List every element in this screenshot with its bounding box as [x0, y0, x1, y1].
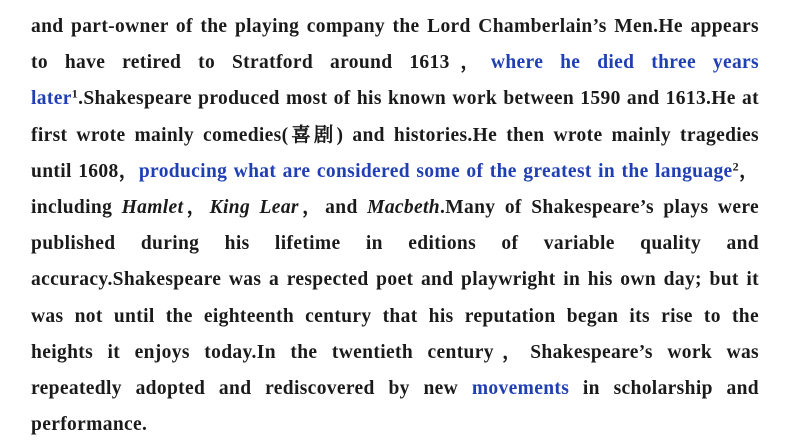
- highlighted-phrase: where he died three years later: [31, 52, 759, 110]
- highlighted-phrase: movements: [471, 378, 570, 400]
- play-title-hamlet: Hamlet: [121, 197, 184, 219]
- text-run: in scholarship and performance.: [31, 378, 759, 436]
- text-run: ，including: [31, 160, 759, 219]
- text-run: ，: [183, 197, 210, 219]
- footnote-marker: 2: [732, 159, 739, 174]
- footnote-marker: 1: [71, 86, 79, 101]
- highlighted-phrase: producing what are considered some of the greatest in the language: [138, 160, 733, 182]
- play-title-king-lear: King Lear: [209, 197, 299, 219]
- text-run: .Shakespeare produced most of his known work between 1590 and 1613.He at first wrote mainly comedies(喜剧) and histories.He then wrote mainly tragedies until 1608，: [31, 88, 759, 182]
- play-title-macbeth: Macbeth: [367, 197, 440, 219]
- text-run: and part-owner of the playing company the Lord Chamberlain’s Men.He appears to have retired to Stratford around 1613，: [31, 16, 759, 74]
- passage-paragraph: [31, 9, 759, 443]
- text-run: .Many of Shakespeare’s plays were published during his lifetime in editions of variable quality and accuracy.Shakespeare was a respected poet and playwright in his own day; but it was not until the eighteenth century that his reputation began its rise to the heights it enjoys today.In the twentieth century，Shakespeare’s work was repeatedly adopted and rediscovered by new: [31, 197, 759, 400]
- text-run: ，and: [298, 197, 368, 219]
